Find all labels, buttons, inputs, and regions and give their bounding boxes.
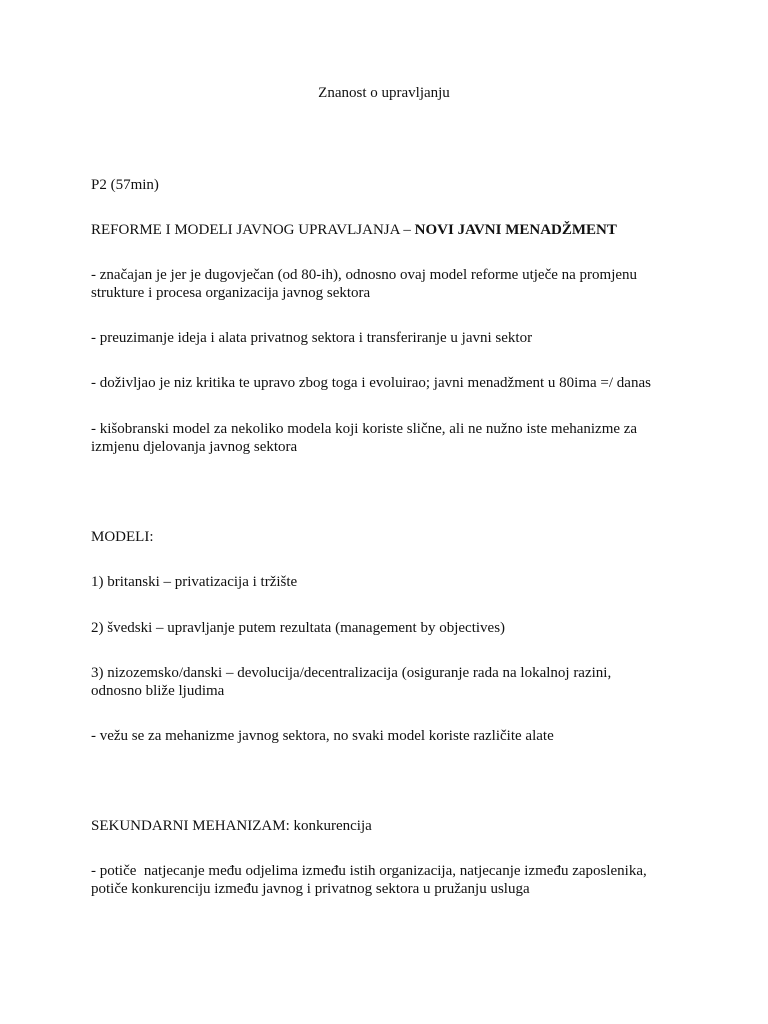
secondary-heading: SEKUNDARNI MEHANIZAM: konkurencija xyxy=(91,818,372,834)
section-heading-bold: NOVI JAVNI MENADŽMENT xyxy=(414,222,617,238)
section-heading-normal: REFORME I MODELI JAVNOG UPRAVLJANJA – xyxy=(91,222,415,238)
list-item: odnosno bliže ljudima xyxy=(91,683,225,699)
model-item-1 xyxy=(91,573,728,591)
paragraph-line: - preuzimanje ideja i alata privatnog sektora i transferiranje u javni sektor xyxy=(91,330,533,346)
models-note: - vežu se za mehanizme javnog sektora, no svaki model koriste različite alate xyxy=(91,728,554,744)
paragraph-line: - potiče natjecanje među odjelima između istih organizacija, natjecanje između zaposlenika, xyxy=(91,863,647,879)
intro-point-4 xyxy=(91,420,728,456)
list-item: 2) švedski – upravljanje putem rezultata (management by objectives) xyxy=(91,620,506,636)
paragraph-line: potiče konkurenciju između javnog i privatnog sektora u pružanju usluga xyxy=(91,881,530,897)
secondary-point xyxy=(91,862,728,898)
intro-point-3 xyxy=(91,374,728,392)
paragraph-line: strukture i procesa organizacija javnog sektora xyxy=(91,285,371,301)
list-item: 3) nizozemsko/danski – devolucija/decentralizacija (osiguranje rada na lokalnoj razini, xyxy=(91,665,612,681)
paragraph-line: - kišobranski model za nekoliko modela koji koriste slične, ali ne nužno iste mehanizme za xyxy=(91,421,638,437)
list-item: 1) britanski – privatizacija i tržište xyxy=(91,574,298,590)
model-item-2 xyxy=(91,619,728,637)
paragraph-line: - doživljao je niz kritika te upravo zbog toga i evoluirao; javni menadžment u 80ima =/ danas xyxy=(91,375,651,391)
paragraph-line: - značajan je jer je dugovječan (od 80-ih), odnosno ovaj model reforme utječe na promjenu xyxy=(91,267,638,283)
intro-point-1 xyxy=(91,266,728,302)
paragraph-line: izmjenu djelovanja javnog sektora xyxy=(91,439,298,455)
document-title: Znanost o upravljanju xyxy=(318,85,450,101)
session-label: P2 (57min) xyxy=(91,177,159,193)
models-heading: MODELI: xyxy=(91,529,154,545)
model-item-3 xyxy=(91,664,728,700)
section-heading xyxy=(91,221,728,239)
intro-point-2 xyxy=(91,329,728,347)
